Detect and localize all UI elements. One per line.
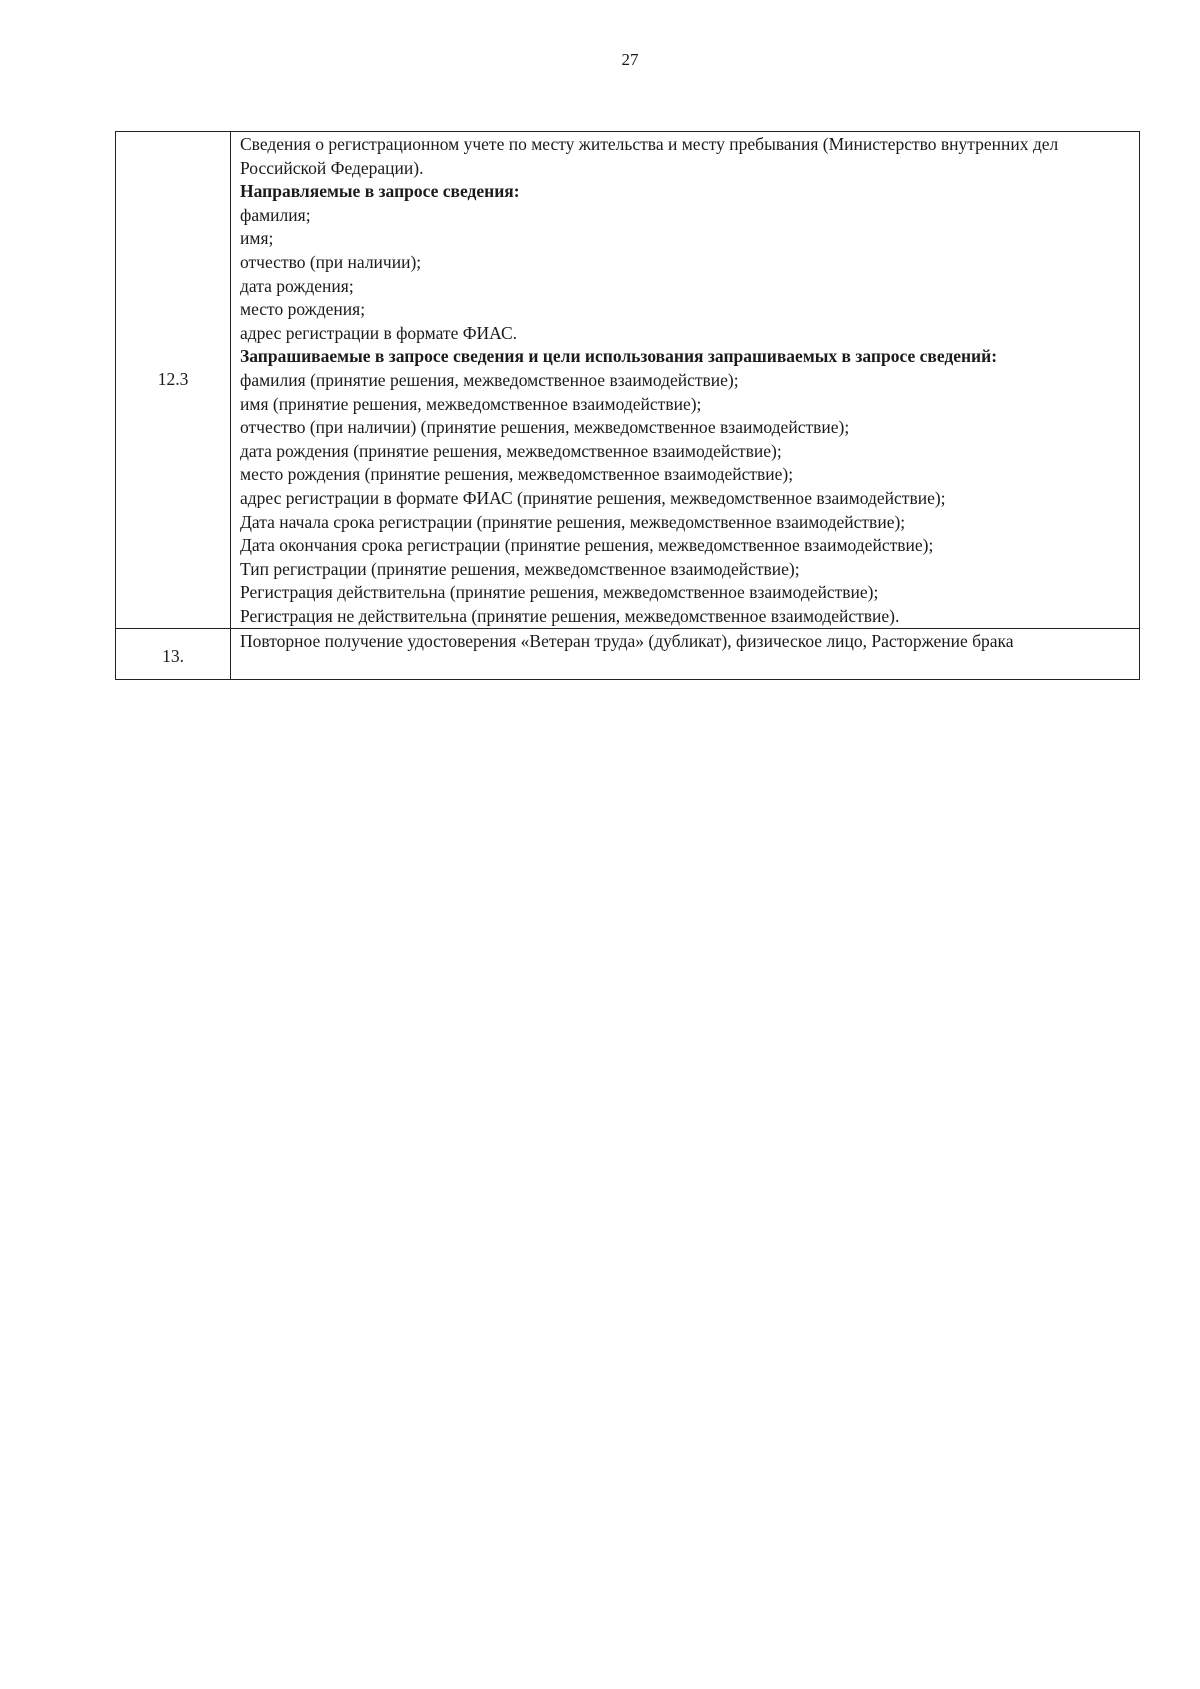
row-content-cell: [231, 132, 1140, 629]
requested-item: Дата окончания срока регистрации (принятие решения, межведомственное взаимодействие);: [240, 535, 934, 556]
row-content-cell: [231, 629, 1140, 680]
page-number: 27: [621, 50, 639, 69]
requested-item: дата рождения (принятие решения, межведомственное взаимодействие);: [240, 440, 782, 461]
requested-data-heading: Запрашиваемые в запросе сведения и цели использования запрашиваемых в запросе сведений:: [240, 346, 998, 367]
sent-item: фамилия;: [240, 204, 311, 225]
sent-item: адрес регистрации в формате ФИАС.: [240, 322, 517, 343]
sent-item: имя;: [240, 228, 274, 249]
document-table: [115, 131, 1140, 680]
requested-item: отчество (при наличии) (принятие решения, межведомственное взаимодействие);: [240, 417, 850, 438]
sent-item: дата рождения;: [240, 275, 354, 296]
sent-data-heading: Направляемые в запросе сведения:: [240, 181, 520, 202]
table-row: [116, 132, 1140, 629]
table-row: [116, 629, 1140, 680]
requested-item: адрес регистрации в формате ФИАС (принятие решения, межведомственное взаимодействие);: [240, 487, 946, 508]
row-description-text: Повторное получение удостоверения «Ветеран труда» (дубликат), физическое лицо, Расторжение брака: [240, 631, 1014, 652]
row-number-cell: 13.: [116, 629, 231, 680]
requested-item: имя (принятие решения, межведомственное взаимодействие);: [240, 393, 702, 414]
requested-item: фамилия (принятие решения, межведомственное взаимодействие);: [240, 369, 739, 390]
sent-item: отчество (при наличии);: [240, 251, 422, 272]
requested-item: место рождения (принятие решения, межведомственное взаимодействие);: [240, 464, 794, 485]
row-number-cell: 12.3: [116, 132, 231, 629]
row-intro-text: Сведения о регистрационном учете по месту жительства и месту пребывания (Министерство внутренних дел Российской Федерации).: [240, 134, 1059, 178]
requested-item: Регистрация не действительна (принятие решения, межведомственное взаимодействие).: [240, 605, 900, 626]
requested-item: Дата начала срока регистрации (принятие решения, межведомственное взаимодействие);: [240, 511, 906, 532]
requested-item: Тип регистрации (принятие решения, межведомственное взаимодействие);: [240, 558, 800, 579]
requested-item: Регистрация действительна (принятие решения, межведомственное взаимодействие);: [240, 582, 879, 603]
sent-item: место рождения;: [240, 299, 366, 320]
